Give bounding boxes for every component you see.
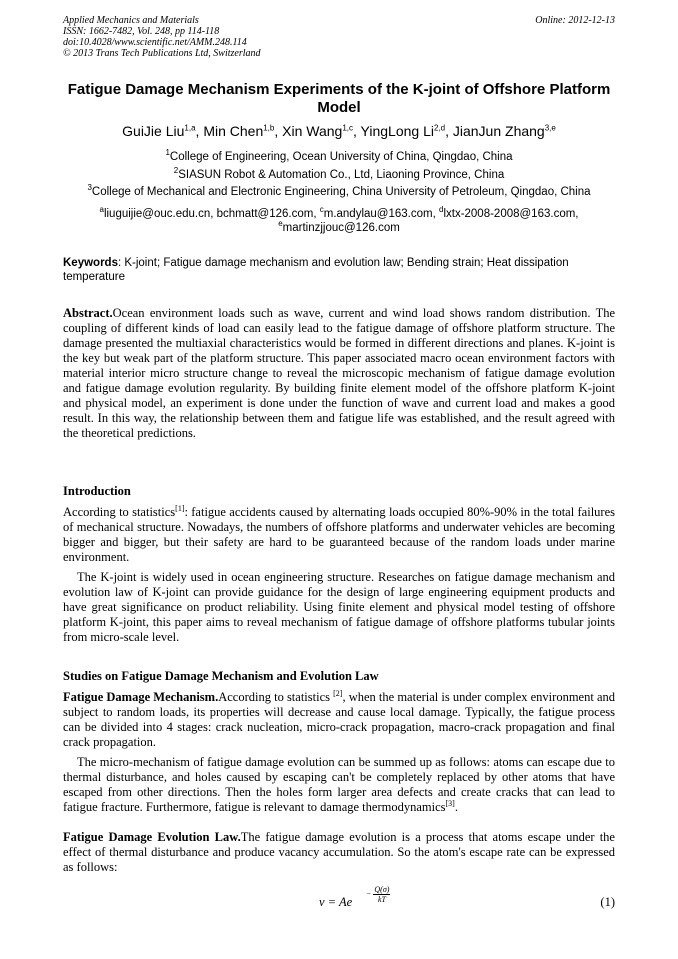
intro-text: : fatigue accidents caused by alternating loads occupied 80%-90% in the total failures of mechanical structure. Nowadays, the numbers of offshore platforms and underwater vehicles are becoming bigger and bigger, but their safety are hard to be guaranteed because of the random loads under marine environment. [63, 505, 615, 564]
author-name: YingLong Li [360, 123, 434, 139]
email-list [63, 207, 615, 235]
journal-header [63, 15, 615, 59]
author-sup: 3,e [544, 123, 556, 133]
paper-title: Fatigue Damage Mechanism Experiments of the K-joint of Offshore Platform Model [67, 81, 611, 116]
email-d[interactable]: lxtx-2008-2008@163.com, [443, 208, 579, 220]
affiliation-sup: 1 [165, 148, 170, 158]
exponent-denominator: kT [377, 895, 386, 904]
micro-text: . [454, 800, 458, 814]
affiliation-1 [63, 150, 615, 164]
copyright-line: © 2013 Trans Tech Publications Ltd, Switzerland [63, 48, 261, 59]
abstract [63, 306, 615, 441]
affiliation-text: SIASUN Robot & Automation Co., Ltd, Liaoning Province, China [178, 169, 505, 181]
author-sup: 2,d [433, 123, 446, 133]
affiliation-2 [63, 168, 615, 182]
equation-lhs: v = Ae [319, 895, 353, 909]
equation-1 [63, 885, 615, 915]
email-sup: a [99, 205, 104, 215]
author-list: GuiJie Liu$^{1,a}$, Min Chen$^{1,b}$, Xin Wang$^{1,c}$, YingLong Li$^{2,d}$, JianJun Zhang$^{3,e}$ [122, 123, 556, 139]
mechanism-text: , when the material is under complex environment and subject to random loads, its properties will decrease and cause local damage. Typically, the fatigue process can be divided into 4 stages: crack nucleation, micro-crack propagation, macro-crack propagation and final crack propagation. [63, 690, 615, 749]
author-name: GuiJie Liu [122, 123, 185, 139]
evolution-law-text: The fatigue damage evolution is a process that atoms escape under the effect of thermal disturbance and produce vacancy accumulation. So the atom's escape rate can be expressed as follows: [63, 830, 615, 874]
author-name: Xin Wang [282, 123, 343, 139]
author-name: Min Chen [203, 123, 264, 139]
email-sup: e [278, 219, 283, 229]
exponent-numerator: Q(σ) [374, 885, 390, 894]
keywords-text: : K-joint; Fatigue damage mechanism and evolution law; Bending strain; Heat dissipation temperature [63, 257, 569, 283]
mechanism-label: Fatigue Damage Mechanism. [63, 690, 219, 704]
author-name: JianJun Zhang [452, 123, 545, 139]
keywords [63, 256, 615, 284]
abstract-label: Abstract. [63, 306, 113, 320]
citation-ref[interactable]: [1] [175, 503, 185, 513]
keywords-label: Keywords [63, 257, 118, 269]
email-sup: d [438, 205, 444, 215]
citation-ref[interactable]: [3] [445, 798, 455, 808]
exponent-fraction [373, 885, 390, 904]
email-e[interactable]: martinzjjouc@126.com [282, 222, 400, 234]
affiliation-3 [63, 185, 615, 199]
affiliation-sup: 3 [87, 183, 92, 193]
issn-line: ISSN: 1662-7482, Vol. 248, pp 114-118 [63, 26, 220, 37]
studies-heading: Studies on Fatigue Damage Mechanism and Evolution Law [63, 669, 379, 683]
email-c[interactable]: m.andylau@163.com, [323, 208, 436, 220]
evolution-law-paragraph [63, 830, 615, 875]
micro-mechanism-paragraph [63, 755, 615, 815]
doi-line: doi:10.4028/www.scientific.net/AMM.248.114 [63, 37, 247, 48]
evolution-law-label: Fatigue Damage Evolution Law. [63, 830, 241, 844]
online-date: Online: 2012-12-13 [535, 15, 615, 26]
email-sup: c [319, 205, 324, 215]
affiliation-text: College of Engineering, Ocean University of China, Qingdao, China [169, 151, 513, 163]
email-b[interactable]: bchmatt@126.com, [216, 208, 317, 220]
intro-paragraph-2: The K-joint is widely used in ocean engineering structure. Researches on fatigue damage mechanism and evolution law of K-joint can provide guidance for the design of large engineering equipment products and have great significance on product reliability. Using finite element and physical model testing of offshore platform K-joint, this paper aims to reveal mechanism of fatigue damage of offshore platforms tubular joints from micro-scale level. [63, 570, 615, 644]
affiliation-text: College of Mechanical and Electronic Engineering, China University of Petroleum, Qingdao, China [91, 186, 591, 198]
citation-ref[interactable]: [2] [333, 688, 343, 698]
equation-number: (1) [600, 895, 615, 909]
author-sup: 1,c [342, 123, 353, 133]
equation-exponent [366, 885, 390, 904]
introduction-heading: Introduction [63, 484, 131, 498]
exponent-minus: − [366, 889, 372, 899]
author-sup: 1,b [263, 123, 275, 133]
abstract-text: Ocean environment loads such as wave, current and wind load shows random distribution. The coupling of different kinds of load can easily lead to the fatigue damage of offshore platform structure. The damage presented the multiaxial characteristics would be formed in different directions and planes. K-joint is the key but weak part of the platform structure. This paper associated macro ocean environment factors with material interior micro structure change to reveal the microscopic mechanism of fatigue damage evolution and fatigue damage evolution regularity. By building finite element model of the offshore platform K-joint and physical model, an experiment is done under the function of wave and current load and makes a good result. In this way, the relationship between them and fatigue life was established, and the result agreed with the theoretical predictions. [63, 306, 615, 440]
email-a[interactable]: liuguijie@ouc.edu.cn, [103, 208, 214, 220]
intro-paragraph-1 [63, 505, 615, 565]
mechanism-text: According to statistics [218, 690, 334, 704]
micro-text: The micro-mechanism of fatigue damage evolution can be summed up as follows: atoms can escape due to thermal disturbance, and holes caused by escaping can't be completely replaced by other atoms that have escaped from other directions. Then the holes form larger area defects and create cracks that can lead to fatigue fracture. Furthermore, fatigue is relevant to damage thermodynamics [63, 755, 615, 814]
affiliation-sup: 2 [173, 166, 179, 176]
author-sup: 1,a [184, 123, 196, 133]
journal-name: Applied Mechanics and Materials [63, 15, 199, 26]
mechanism-paragraph [63, 690, 615, 750]
intro-text: According to statistics [63, 505, 176, 519]
